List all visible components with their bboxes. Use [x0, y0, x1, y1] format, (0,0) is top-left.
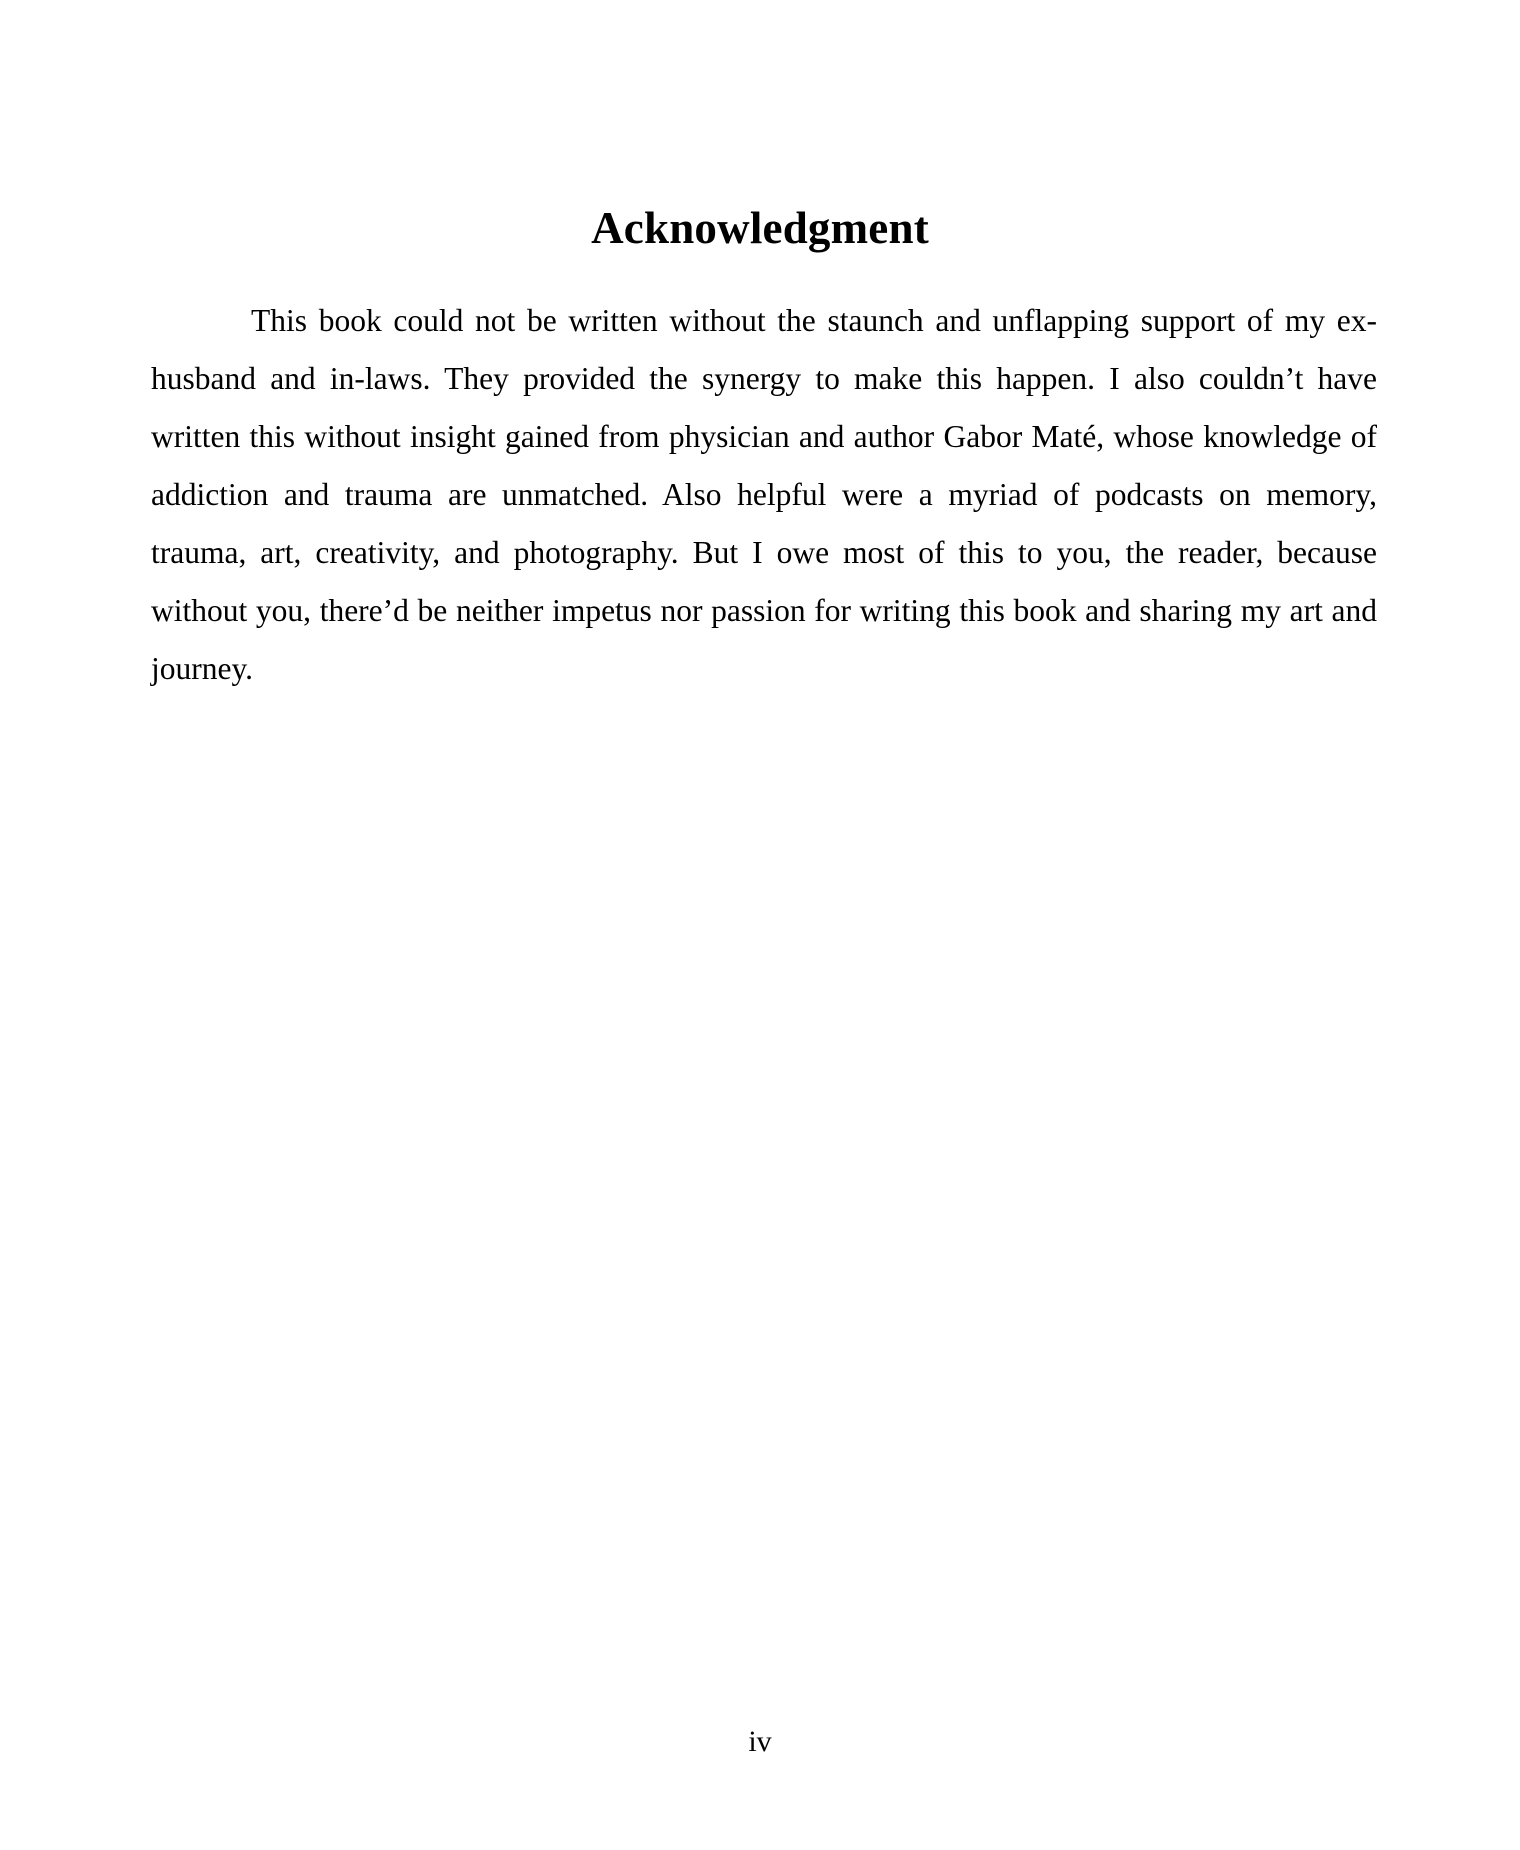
page-number: iv — [748, 1725, 772, 1758]
acknowledgment-paragraph: This book could not be written without the staunch and unflapping support of my ex-husband and in-laws. They provided the synergy to make this happen. I also couldn’t have written this without insight gained from physician and author Gabor Maté, whose knowledge of addiction and trauma are unmatched. Also helpful were a myriad of podcasts on memory, trauma, art, creativity, and photography. But I owe most of this to you, the reader, because without you, there’d be neither impetus nor passion for writing this book and sharing my art and journey. — [151, 303, 1377, 686]
page-title: Acknowledgment — [591, 203, 929, 253]
